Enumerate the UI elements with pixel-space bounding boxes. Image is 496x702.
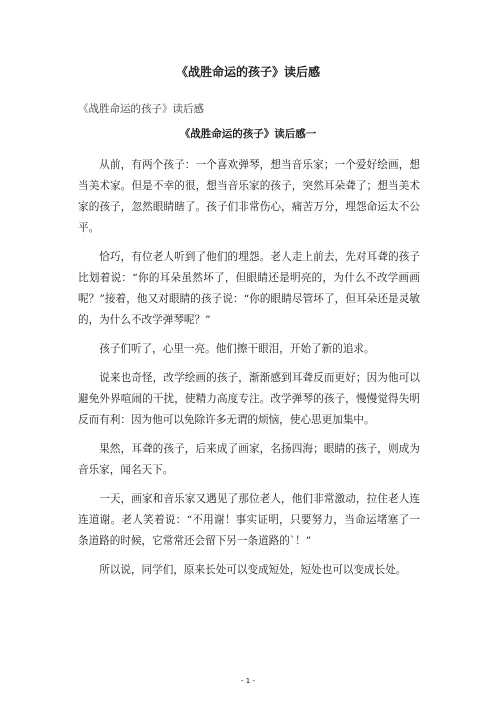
- paragraph: 孩子们听了，心里一亮。他们擦干眼泪，开始了新的追求。: [99, 343, 375, 355]
- document-title: 《战胜命运的孩子》读后感: [175, 65, 320, 79]
- page-number: - 1 -: [241, 677, 255, 685]
- paragraph: 恰巧，有位老人听到了他们的埋怨。老人走上前去，先对耳聋的孩子比划着说：“你的耳朵虽然坏了，但眼睛还是明亮的，为什么不改学画画呢？”接着，他又对眼睛的孩子说：“你的眼睛尽管坏了，但耳朵还是灵敏的，为什么不改学弹琴呢？”: [78, 251, 420, 326]
- paragraph: 所以说，同学们，原来长处可以变成短处，短处也可以变成长处。: [99, 564, 407, 576]
- paragraph: 说来也奇怪，改学绘画的孩子，渐渐感到耳聋反而更好；因为他可以避免外界喧闹的干扰，使精力高度专注。改学弹琴的孩子，慢慢觉得失明反而有利：因为他可以免除许多无谓的烦恼，使心思更加集中。: [78, 372, 420, 426]
- paragraph: 一天，画家和音乐家又遇见了那位老人，他们非常激动，拉住老人连连道谢。老人笑着说：“不用谢！事实证明，只要努力，当命运堵塞了一条道路的时候，它常常还会留下另一条道路的`！”: [78, 493, 420, 547]
- paragraph: 果然，耳聋的孩子，后来成了画家，名扬四海；眼睛的孩子，则成为音乐家，闻名天下。: [78, 443, 420, 476]
- section-title: 《战胜命运的孩子》读后感一: [179, 128, 317, 140]
- document-subtitle: 《战胜命运的孩子》读后感: [78, 103, 204, 115]
- document-body: [78, 155, 420, 589]
- paragraph: 从前，有两个孩子：一个喜欢弹琴，想当音乐家；一个爱好绘画，想当美术家。但是不幸的很，想当音乐家的孩子，突然耳朵聋了；想当美术家的孩子，忽然眼睛瞎了。孩子们非常伤心，痛苦万分，埋怨命运太不公平。: [78, 159, 420, 234]
